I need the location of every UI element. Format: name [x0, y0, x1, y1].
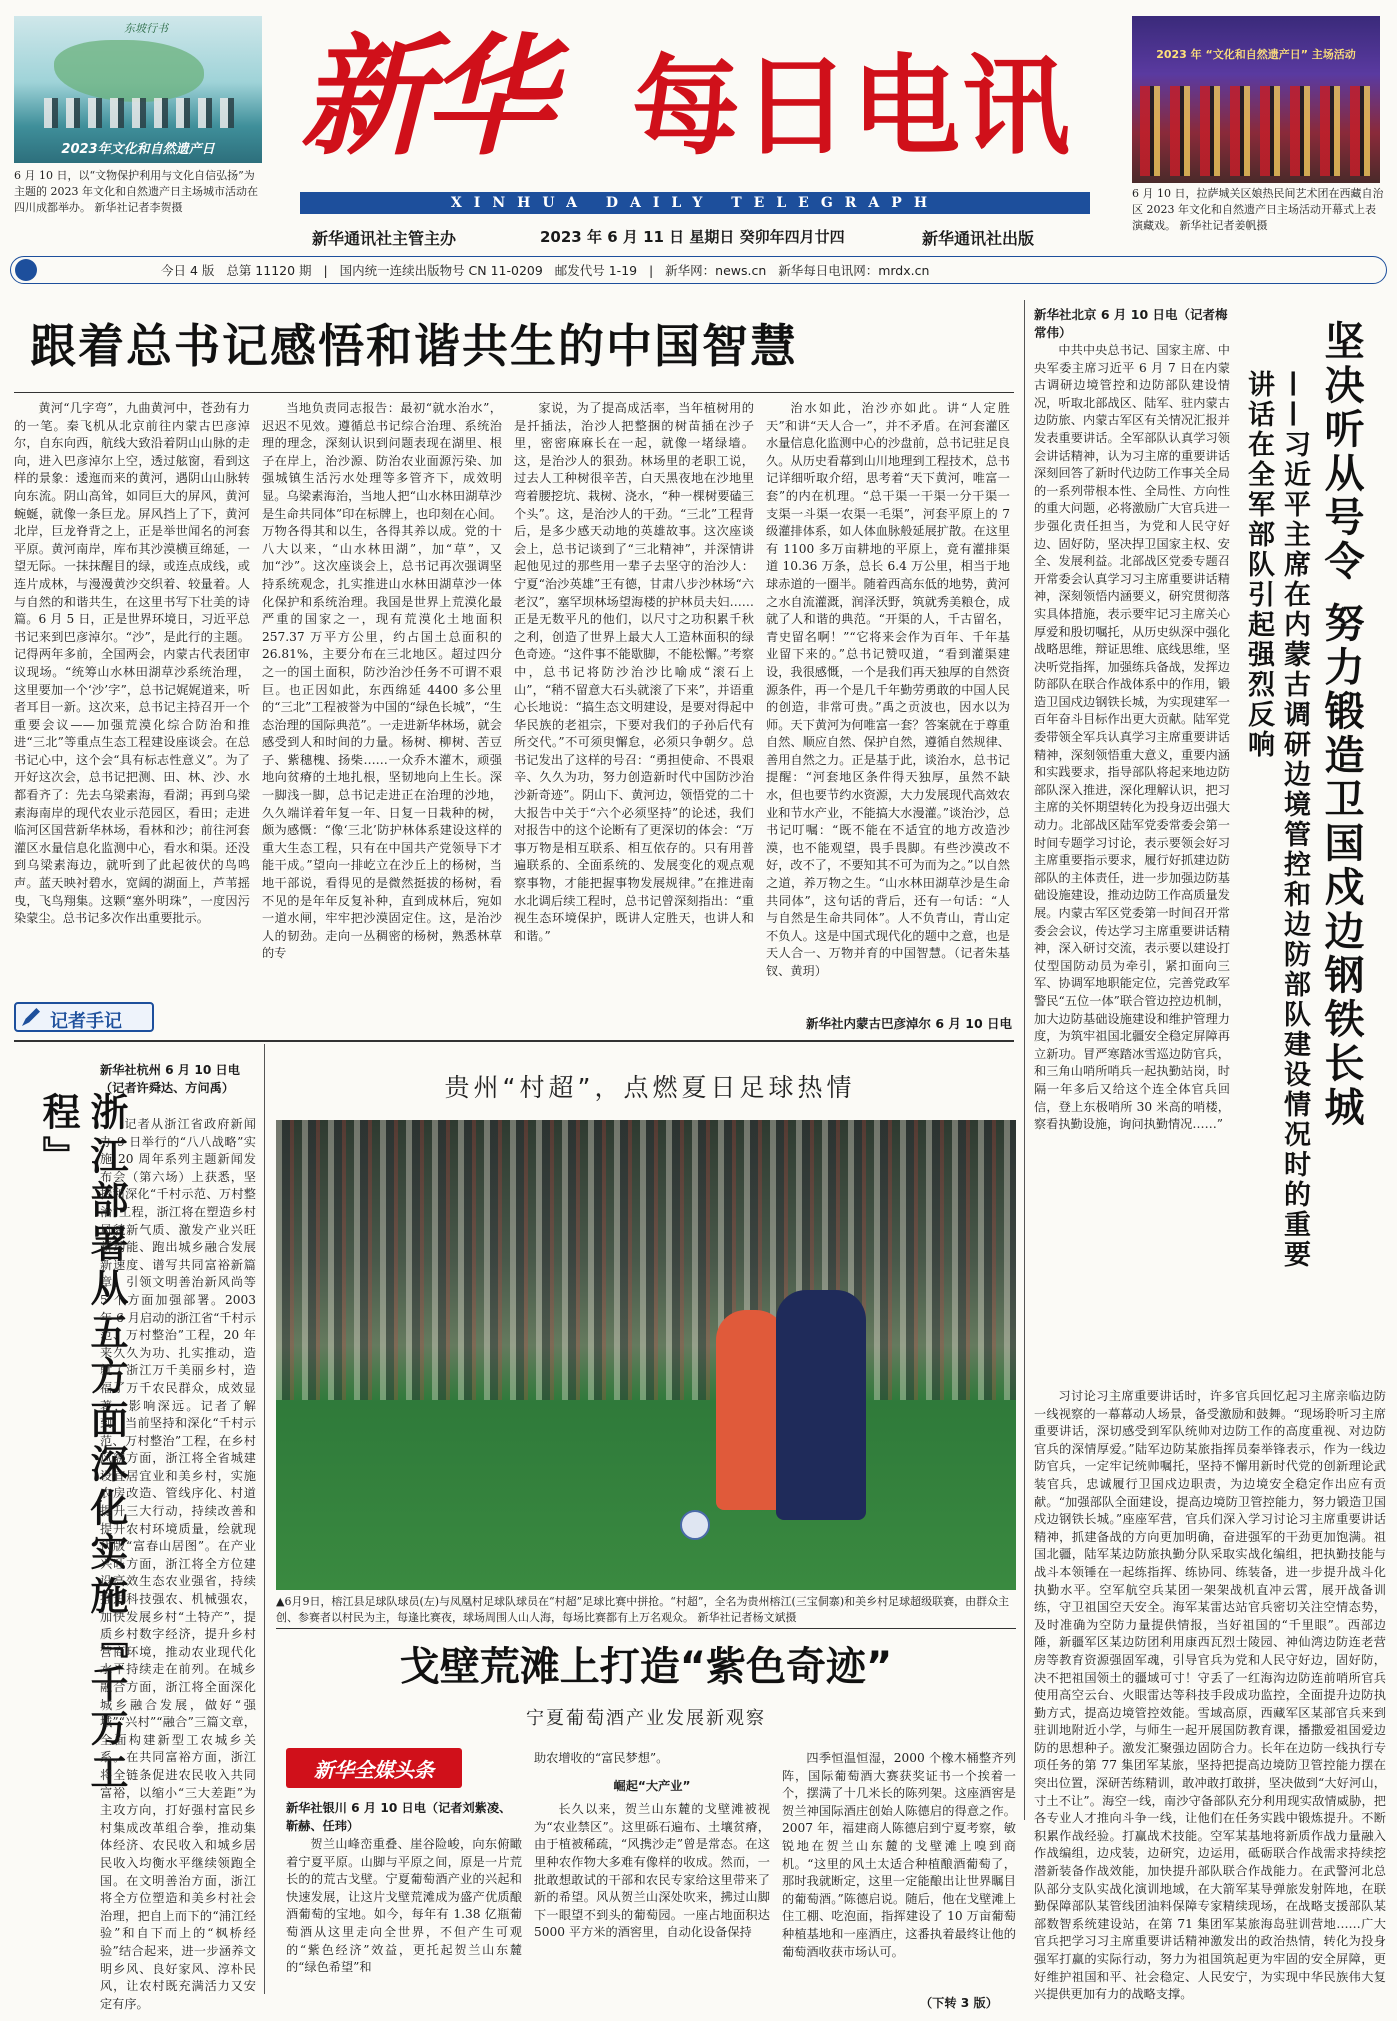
- reporter-notes-label: 记者手记: [50, 1011, 122, 1032]
- pen-icon: [22, 1008, 40, 1026]
- gobi-badge-label: 新华全媒头条: [314, 1758, 434, 1782]
- masthead-title-xinhua: 新华: [300, 20, 549, 173]
- right-col-bottom-text: 习讨论习主席重要讲话时，许多官兵回忆起习主席亲临边防一线视察的一幕幕动人场景，备受激励和鼓舞。“现场聆听习主席重要讲话，深切感受到军队统帅对边防工作的高度重视、对边防官兵的深情厚爱。”陆军边防某旅指挥员秦举锋表示，作为一线边防官兵，一定牢记统帅嘱托，坚持不懈用新时代党的创新理论武装官兵，忠诚履行卫国戍边职责，为边境安全稳定作出应有贡献。“加强部队全面建设，提高边境防卫管控能力，努力锻造卫国戍边钢铁长城。”座座军营，官兵们深入学习讨论习主席重要讲话精神，抓建备战的方向更加明确，奋进强军的干劲更加饱满。祖国北疆，陆军某边防旅执勤分队采取实战化编组，把执勤技能与战斗本领锤在一起练指挥、练协同、练装备，进一步提升战斗化执勤水平。空军航空兵某团一架架战机直冲云霄，展开战备训练，守卫祖国空天安全。海军某雷达站官兵密切关注空情态势，及时准确为空防力量提供情报，当好祖国的“千里眼”。西部边陲，新疆军区某边防团利用康西瓦烈士陵园、神仙湾边防连老营房等教育资源强固军魂，引导官兵为党和人民守好边，固好防，决不把祖国领土的疆域可寸！守丢了一红海沟边防连前哨所官兵使用高空云台、火眼雷达等科技手段成功监控，全面提升边防执勤方式，提高边境管控效能。雪域高原，西藏军区某部官兵来到驻训地附近小学，与师生一起开展国防教育课，播撒爱祖国爱边防的思想种子。激发汇聚强边固防合力。长年在边防一线执行专项任务的第 77 集团军某旅，坚持把提高边境防卫管控能力摆在突出位置，深研苦练精训，敢冲敢打敢拼，坚决做到“大好河山，寸土不让”。海空一线，南沙守备部队充分利用现实敌情威胁，把各专业人才推向斗争一线，让他们在任务实践中锻炼提升。不断积累作战经验。打赢战术技能。空军某基地将新质作战力量融入作战编组，边戍装，边研究，边运用，砥砺联合作战需求持续挖潜新装备作战效能，加快提升部队联合作战能力。在武警河北总队部分支队实战化演训地域，在大箭军某导弹旅发射阵地，在联勤保障部队某管线团油料保障专家精续现场，在战略支援部队某部数智系统建设站，在第 71 集团军某旅海岛驻训营地……广大官兵把学习习主席重要讲话精神激发出的政治热情，转化为投身强军打赢的实际行动，努力为祖国筑起更为牢固的安全屏障，更好维护祖国和平、社会稳定、人民安宁，为实现中华民族伟大复兴提供更加有力的战略支撑。: [1034, 1389, 1386, 2002]
- lead-col-3: [514, 400, 754, 1032]
- lead-col-1-text: 黄河“几字弯”，九曲黄河中，苍劲有力的一笔。秦飞机从北京前往内蒙古巴彦淖尔，自东向西，航线大致沿着阴山山脉的走向，进入巴彦淖尔上空，透过舷窗，看到这样的景象：逶迤而来的黄河，遇阴山山脉转向东流。阴山高耸，如同巨大的屏风，黄河蜿蜒，就像一条巨龙。屏风挡上了下，黄河北岸，巨龙脊背之上，正是举世闻名的河套平原。黄河南岸，库布其沙漠横亘绵延，一望无际。一抹抹醒目的绿，或连点成线，或连片成林，与漫漫黄沙交织着、较量着。人与自然的和谐共生，在这里书写下壮美的诗篇。6 月 5 日，正是世界环境日，习近平总书记来到巴彦淖尔。“沙”，是此行的主题。记得两年多前，全国两会，内蒙古代表团审议现场。“统筹山水林田湖草沙系统治理，这里要加一个‘沙’字”，总书记娓娓道来，听者耳目一新。这次来，总书记主持召开一个重要会议——加强荒漠化综合防治和推进“三北”等重点生态工程建设座谈会。在总书记心中，这个会“具有标志性意义”。为了开好这次会，总书记把测、田、林、沙、水都看齐了：先去乌梁素海，看湖；再到乌梁素海南岸的现代农业示范园区，看田；走进临河区国营新华林场，看林和沙；前往河套灌区水量信息化监测中心，看水和渠。还没到乌梁素海边，就听到了此起彼伏的鸟鸣声。蓝天映衬碧水，宽阔的湖面上，芦苇摇曳，飞鸟翔集。这颗“塞外明珠”，一度因污染蒙尘。总书记多次作出重要批示。: [14, 401, 250, 926]
- info-bar: [10, 256, 1387, 284]
- right-col-top-text: 中共中央总书记、国家主席、中央军委主席习近平 6 月 7 日在内蒙古调研边境管控和边防部队建设情况，听取北部战区、陆军、驻内蒙古边防旅、内蒙古军区有关情况汇报并发表重要讲话。全军部队认真学习领会讲话精神，认为习主席的重要讲话深刻回答了新时代边防工作事关全局的一系列带根本性、全局性、方向性的重大问题，必将激励广大官兵进一步强化责任担当，为党和人民守好边、固好防，坚决捍卫国家主权、安全、发展利益。北部战区党委专题召开常委会认真学习习主席重要讲话精神，深刻领悟内涵要义，研究贯彻落实具体措施，表示要牢记习主席关心厚爱和殷切嘱托，从历史纵深中强化战略思维，辩证思维、底线思维，坚决听党指挥，加强练兵备战，发挥边防部队在联合作战体系中的作用，锻造卫国戍边钢铁长城，为实现建军一百年奋斗目标作出更大贡献。陆军党委带领全军兵认真学习主席重要讲话精神，深刻领悟重大意义，重要内涵和实践要求，指导部队将起来地边防部队深入推进，深化理解认识，把习主席的关怀期望转化为投身迈出强大动力。北部战区陆军党委常委会第一时间专题学习讨论，表示要领会好习主席重要指示要求，履行好抓建边防部队的主体责任，进一步加强边防基础设施建设，推动边防工作高质量发展。内蒙古军区党委第一时间召开常委会会议，传达学习主席重要讲话精神，深入研讨交流，表示要以建设打仗型国防动员为牵引，紧扣面向三军、协调军地职能定位，完善党政军警民“五位一体”联合管边控边机制，加大边防基础设施建设和维护管理力度，为筑牢祖国北疆安全稳定屏障再立新功。冒严寒踏冰雪巡边防官兵，和三角山哨所哨兵一起执勤站岗，时隔一年多后又给这个连全体官兵回信，登上东极哨所 30 米高的哨楼，察看执勤设施，询问执勤情况……”: [1034, 343, 1230, 1132]
- left-photo-sign: 东坡行书: [124, 22, 168, 35]
- rule: [1024, 300, 1025, 1820]
- lead-dateline-end: 新华社内蒙古巴彦淖尔 6 月 10 日电: [806, 1016, 1013, 1031]
- football-photo: [276, 1120, 1016, 1590]
- lead-col-2-text: 当地负责同志报告：最初“就水治水”，迟迟不见效。遵循总书记综合治理、系统治理的理念，深刻认识到问题表现在湖里、根子在岸上，治沙源、防治农业面源污染、加强城镇生活污水处理等多管齐下，成效明显。乌梁素海治，当地人把“山水林田湖草沙是生命共同体”印在标牌上，也印刻在心间。万物各得其和以生，各得其养以成。党的十八大以来，“山水林田湖”，加“草”，又加“沙”。这次座谈会上，总书记再次强调坚持系统观念，扎实推进山水林田湖草沙一体化保护和系统治理。我国是世界上荒漠化最严重的国家之一，现有荒漠化土地面积 257.37 万平方公里，约占国土总面积的 26.81%，主要分布在三北地区。超过四分之一的国土面积，防沙治沙任务不可谓不艰巨。也正因如此，东西绵延 4400 多公里的“三北”工程被誉为中国的“绿色长城”，“生态治理的国际典范”。一走进新华林场，就会感受到人和时间的力量。杨树、柳树、苦豆子、紫穗槐、扬柴……一众乔木灌木，顽强地向贫瘠的土地扎根，坚韧地向上生长。深一脚浅一脚，总书记走进正在治理的沙地，久久端详着年复一年、日复一日栽种的树，颇为感慨：“像‘三北’防护林体系建设这样的重大生态工程，只有在中国共产党领导下才能干成。”望向一排屹立在沙丘上的杨树，当地干部说，看得见的是微然挺拔的杨树，看不见的是年年反复补种，直到成林后，宛如一道水闸，牢牢把沙漠固定住。这，是治沙人的韧劲。走向一丛稠密的杨树，熟悉林草的专: [262, 401, 502, 961]
- host-right: 新华通讯社出版: [922, 229, 1035, 248]
- gobi-col-2-subhead: 崛起“大产业”: [613, 1778, 691, 1793]
- zhejiang-body: [100, 1116, 256, 2011]
- football-ball: [680, 1510, 710, 1540]
- lead-col-2: [262, 400, 502, 1032]
- rule: [14, 392, 1014, 393]
- gobi-badge: [286, 1748, 462, 1788]
- zhejiang-dateline: 新华社杭州 6 月 10 日电（记者许舜达、方问禹）: [100, 1063, 240, 1095]
- right-col-bottom: [1034, 1388, 1386, 2020]
- left-photo-caption: 6 月 10 日，以“文物保护利用与文化自信弘扬”为主题的 2023 年文化和自然遗产日主场城市活动在四川成都举办。 新华社记者李贺摄: [14, 169, 258, 214]
- reporter-notes-tag: [14, 1002, 154, 1032]
- map-shape: [54, 40, 204, 102]
- info-bar-text: 今日 4 版 总第 11120 期 | 国内统一连续出版物号 CN 11-0209 邮发代号 1-19 | 新华网：news.cn 新华每日电讯网：mrdx.cn: [161, 263, 930, 278]
- crowd: [276, 1120, 1016, 1400]
- right-photo: [1132, 16, 1380, 183]
- right-col-top: [1034, 342, 1230, 1384]
- masthead-title-daily: 每日电讯: [632, 45, 1073, 170]
- dancers-row: [1140, 86, 1372, 176]
- right-dateline: 新华社北京 6 月 10 日电（记者梅常伟）: [1034, 307, 1228, 340]
- logo-icon: [15, 259, 37, 281]
- right-photo-caption: 6 月 10 日，拉萨城关区娘热民间艺术团在西藏自治区 2023 年文化和自然遗产日主场活动开幕式上表演藏戏。 新华社记者姜帆摄: [1132, 187, 1384, 232]
- gobi-subhead: 宁夏葡萄酒产业发展新观察: [526, 1708, 766, 1729]
- rule: [264, 1044, 265, 1994]
- gobi-col-3-text: 四季恒温恒湿，2000 个橡木桶整齐列阵，国际葡萄酒大赛获奖证书一个挨着一个，摆满了十几米长的陈列架。这座酒窖是贺兰神国际酒庄创始人陈德启的得意之作。2007 年，福建商人陈德启到宁夏考察，敏锐地在贺兰山东麓的戈壁滩上嗅到商机。“这里的风土太适合种植酿酒葡萄了，那时我就断定，这里一定能酿出让世界瞩目的葡萄酒。”陈德启说。随后，他在戈壁滩上住工棚、吃泡面，指挥建设了 10 万亩葡萄种植基地和一座酒庄，这番执着最终让他的葡萄酒收获市场认可。: [782, 1751, 1016, 1959]
- right-headline-main: 坚决听从号令 努力锻造卫国戍边钢铁长城: [1318, 320, 1364, 1130]
- lead-col-4-text: 治水如此，治沙亦如此。讲“人定胜天”和讲“天人合一”，并不矛盾。在河套灌区水量信息化监测中心的沙盘前，总书记驻足良久。从历史看幕到山川地理到工程技术，总书记详细听取介绍，思考着“天下黄河，唯富一套”的内在机理。“总干渠一干渠一分干渠一支渠一斗渠一农渠一毛渠”，河套平原上的 7 级灌排体系，如人体血脉般延展扩散。在这里有 1100 多万亩耕地的平原上，竟有灌排渠道 10.36 万条，总长 6.4 万公里，相当于地球赤道的一圈半。随着西高东低的地势，黄河之水自流灌溉，润泽沃野，筑就秀美粮仓，成就了人和谐的典范。“开渠的人，千古留名，青史留名啊！”“它将来会作为百年、千年基业留下来的。”总书记赞叹道，“看到灌渠建设，我很感慨，一个是我们再天独厚的自然资源条件，再一个是几千年勤劳勇敢的中国人民的创造，非常可贵。”禹之贡波也，因水以为师。天下黄河为何唯富一套？答案就在于尊重自然、顺应自然、保护自然，遵循自然规律、善用自然之力。正是基于此，谈治水，总书记提醒：“河套地区条件得天独厚，虽然不缺水，但也要节约水资源，大力发展现代高效农业和节水产业，不能搞大水漫灌。”谈治沙，总书记叮嘱：“既不能在不适宜的地方改造沙漠，也不能观望，畏手畏脚。有些沙漠改不好，改不了，不要知其不可为而为之。”以自然之道，养万物之生。“山水林田湖草沙是生命共同体”，这句话的背后，还有一句话：“人与自然是生命共同体”。人不负青山，青山定不负人。这是中国式现代化的题中之意，也是天人合一、万物并育的中国智慧。（记者朱基钗、黄玥）: [766, 401, 1010, 978]
- figures-row: [44, 98, 234, 128]
- lead-col-3-text: 家说，为了提高成活率，当年植树用的是扦插法，治沙人把整捆的树苗插在沙子里，密密麻麻长在一起，就像一堵绿墙。这，是治沙人的狠劲。林场里的老职工说，过去人工种树很辛苦，白天黑夜地在沙地里弯着腰挖坑、栽树、浇水，“种一棵树要磕三个头”。这，是治沙人的干劲。“三北”工程背后，是多少感天动地的英雄故事。这次座谈会上，总书记谈到了“三北精神”，并深情讲起他见过的那些用一辈子去坚守的治沙人：宁夏“治沙英雄”王有德，甘肃八步沙林场“六老汉”，塞罕坝林场望海楼的护林员夫妇……正是无数平凡的他们，以尺寸之功积累千秋之利，创造了世界上最大人工造林面积的绿色奇迹。“这件事不能歇脚，不能松懈。”考察中，总书记将防沙治沙比喻成“滚石上山”，“稍不留意大石头就滚了下来”，并语重心长地说：“搞生态文明建设，是要对得起中华民族的老祖宗，下要对我们的子孙后代有所交代。”不可须臾懈怠，必须只争朝夕。总书记发出了这样的号召：“勇担使命、不畏艰辛、久久为功，努力创造新时代中国防沙治沙新奇迹”。阴山下、黄河边，领悟党的二十大报告中关于“六个必须坚持”的论述，我们对报告中的这个论断有了更深切的体会：“万事万物是相互联系、相互依存的。只有用普遍联系的、全面系统的、发展变化的观点观察事物，才能把握事物发展规律。”在推进南水北调后续工程时，总书记曾深刻指出：“重视生态环境保护，既讲人定胜天，也讲人和和谐。”: [514, 401, 754, 943]
- gobi-col-1-text: 贺兰山峰峦重叠、崖谷险峻，向东俯瞰着宁夏平原。山脚与平原之间，原是一片荒长的的荒古戈壁。宁夏葡萄酒产业的兴起和快速发展，让这片戈壁荒滩成为盛产优质酿酒葡萄的宝地。如今，每年有 1.38 亿瓶葡萄酒从这里走向全世界，不但产生可观的“紫色经济”效益，更托起贺兰山东麓的“绿色希望”和: [286, 1837, 522, 1975]
- gobi-dateline: 新华社银川 6 月 10 日电（记者刘紫凌、靳赫、任玮）: [286, 1801, 512, 1833]
- football-caption: ▲6月9日，榕江县足球队球员(左)与凤凰村足球队球员在“村超”足球比赛中拼抢。“村超”，全名为贵州榕江(三宝侗寨)和美乡村足球超级联赛，由群众主创、参赛者以村民为主，每逢比赛夜，球场周围人山人海，每场比赛都有上万名观众。 新华社记者杨文斌摄: [276, 1595, 1010, 1624]
- host-left: 新华通讯社主管主办: [312, 229, 457, 248]
- left-photo-text: 2023年文化和自然遗产日: [61, 142, 215, 157]
- rule: [276, 1628, 1016, 1629]
- gobi-col-2: [534, 1750, 770, 2012]
- right-photo-text: 2023 年 “文化和自然遗产日” 主场活动: [1156, 48, 1356, 61]
- rule: [14, 1040, 1014, 1042]
- zhejiang-body-text: 记者从浙江省政府新闻办 9 日举行的“八八战略”实施 20 周年系列主题新闻发布会（第六场）上获悉，坚持和深化“千村示范、万村整治”工程，浙江将在塑造乡村风貌新气质、激发产业兴旺新动能、跑出城乡融合发展新速度、谱写共同富裕新篇章、引领文明善治新风尚等 5 个方面加强部署。2003 年 6 月启动的浙江省“千村示范、万村整治”工程，20 年来久久为功、扎实推动，造就了浙江万千美丽乡村，造福了万千农民群众，成效显著，影响深远。记者了解到，当前坚持和深化“千村示范、万村整治”工程，在乡村风貌方面，浙江将全省城建设宜居宜业和美乡村，实施农房改造、管线序化、村道提升三大行动，持续改善和提升农村环境质量，绘就现代版“富春山居图”。在产业兴旺方面，浙江将全方位建设高效生态农业强省，持续推进科技强农、机械强农，加快发展乡村“土特产”，提质乡村数字经济，提升乡村营商环境，推动农业现代化水平持续走在前列。在城乡融合方面，浙江将全面深化城乡融合发展，做好“强城”“兴村”“融合”三篇文章，全面构建新型工农城乡关系。在共同富裕方面，浙江将全链条促进农民收入共同富裕，以缩小“三大差距”为主攻方向，打好强村富民乡村集成改革组合拳，推动集体经济、农民收入和城乡居民收入均衡水平继续领跑全国。在文明善治方面，浙江将全方位塑造和美乡村社会治理，把自上而下的“浦江经验”和自下而上的“枫桥经验”结合起来，进一步涵养文明乡风、良好家风、淳朴民风，让农村既充满活力又安定有序。: [100, 1117, 256, 2011]
- gobi-col-3: [782, 1750, 1016, 1990]
- masthead-pinyin-bar: [300, 192, 1090, 214]
- gobi-continue-note: （下转 3 版）: [920, 1996, 998, 2010]
- lead-headline: 跟着总书记感悟和谐共生的中国智慧: [30, 319, 798, 373]
- player-navy: [776, 1290, 866, 1520]
- left-photo: [14, 16, 262, 163]
- gobi-col-1: [286, 1836, 522, 2012]
- gobi-col-2-body: 长久以来，贺兰山东麓的戈壁滩被视为“农业禁区”。这里砾石遍布、土壤贫瘠，由于植被稀疏，“风携沙走”曾是常态。在这里种农作物大多难有像样的收成。然而，一批敢想敢试的干部和农民专家给这里带来了新的希望。风从贺兰山深处吹来，拂过山脚下一眼望不到头的葡萄园。一座占地面积达 5000 平方米的酒窖里，自动化设备保持: [534, 1802, 770, 1940]
- masthead-title: [300, 20, 1090, 180]
- zhejiang-headline: 浙江部署从五方面深化实施『千万工程』: [36, 1092, 128, 1796]
- masthead: [0, 0, 1397, 262]
- football-title: 贵州“村超”，点燃夏日足球热情: [444, 1073, 856, 1102]
- gobi-col-2-text: 助农增收的“富民梦想”。: [534, 1751, 669, 1765]
- issue-date: 2023 年 6 月 11 日 星期日 癸卯年四月廿四: [540, 228, 845, 246]
- masthead-pinyin: XINHUA DAILY TELEGRAPH: [450, 195, 940, 211]
- right-headline-sub: ——习近平主席在内蒙古调研边境管控和边防部队建设情况时的重要讲话在全军部队引起强烈反响: [1243, 370, 1310, 1270]
- lead-col-4: [766, 400, 1010, 1012]
- gobi-headline: 戈壁荒滩上打造“紫色奇迹”: [399, 1644, 893, 1690]
- lead-col-1: [14, 400, 250, 980]
